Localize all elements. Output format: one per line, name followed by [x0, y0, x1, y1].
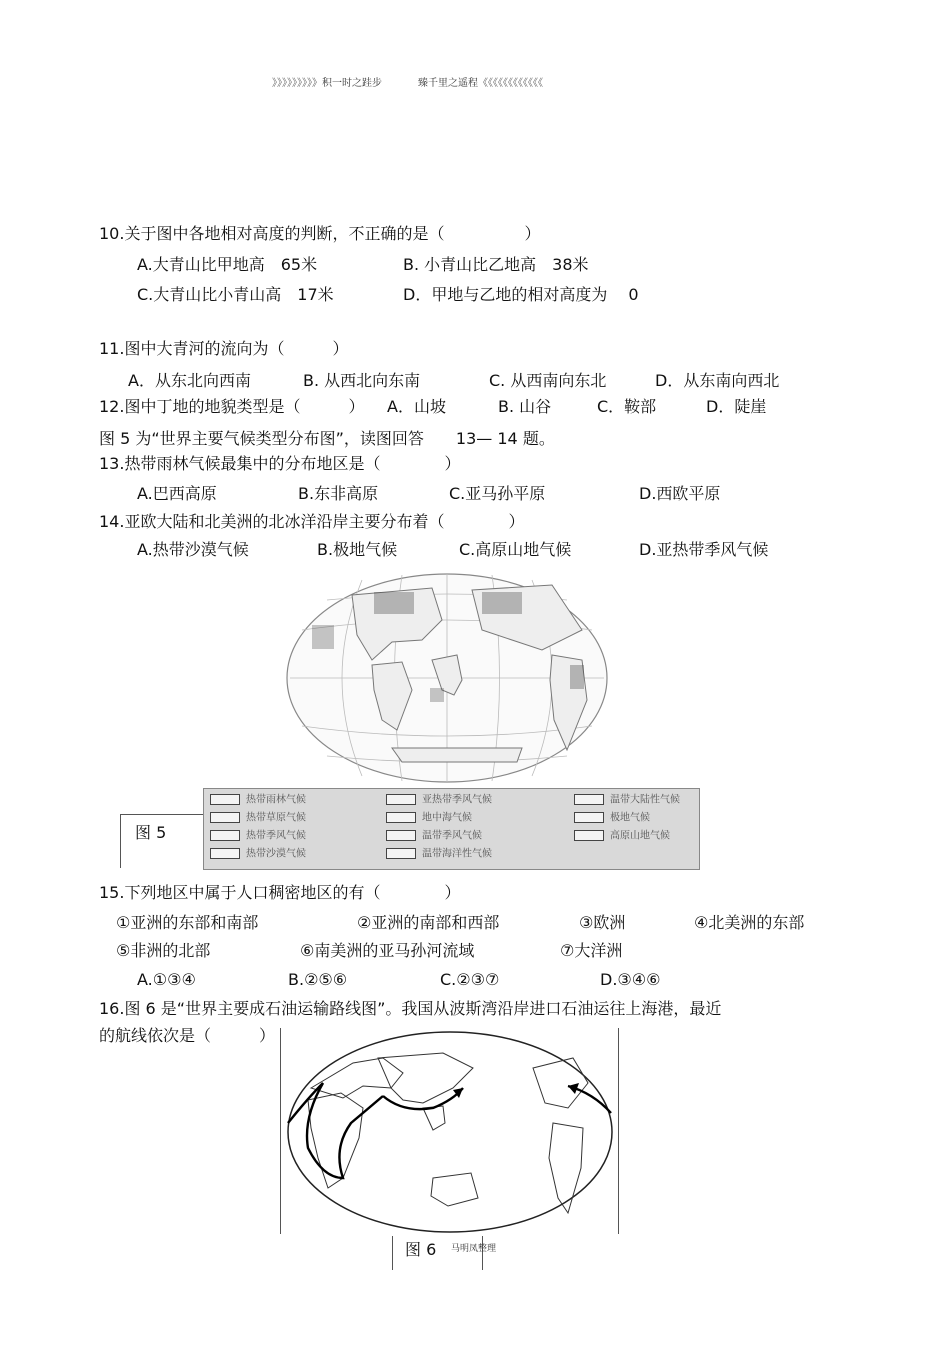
question-14-option-d: D.亚热带季风气候	[639, 540, 769, 559]
page-header	[272, 79, 543, 89]
question-11-option-d: D．从东南向西北	[655, 371, 780, 390]
header-right: 臻千里之遥程《《《《《《《《《《《《	[418, 78, 543, 89]
question-15-stem: 15.下列地区中属于人口稠密地区的有（ ）	[99, 883, 461, 902]
question-15-option-a: A.①③④	[137, 970, 196, 989]
legend-swatch	[210, 812, 240, 823]
legend-swatch	[386, 830, 416, 841]
question-11-stem: 11.图中大青河的流向为（ ）	[99, 339, 349, 358]
legend-item: 热带季风气候	[210, 830, 306, 842]
legend-swatch	[210, 794, 240, 805]
question-16-stem-line-1: 16.图 6 是“世界主要成石油运输路线图”。我国从波斯湾沿岸进口石油运往上海港，最近	[99, 999, 722, 1018]
legend-swatch	[386, 812, 416, 823]
legend-item: 温带海洋性气候	[386, 848, 492, 860]
question-10-option-c: C.大青山比小青山高 17米	[137, 285, 334, 304]
legend-swatch	[386, 848, 416, 859]
question-10-stem: 10.关于图中各地相对高度的判断，不正确的是（ ）	[99, 224, 541, 243]
figure-5-climate-map	[282, 570, 612, 786]
question-13-option-b: B.东非高原	[298, 484, 379, 503]
figure-5-label: 图 5	[135, 823, 167, 842]
question-15-item-5: ⑤非洲的北部	[116, 941, 211, 960]
legend-item: 温带季风气候	[386, 830, 482, 842]
legend-item: 亚热带季风气候	[386, 794, 492, 806]
question-13-stem: 13.热带雨林气候最集中的分布地区是（ ）	[99, 454, 461, 473]
legend-swatch	[210, 848, 240, 859]
question-14-option-b: B.极地气候	[317, 540, 398, 559]
question-10-option-d: D．甲地与乙地的相对高度为 0	[403, 285, 639, 304]
figure-6-label: 图 6	[405, 1240, 437, 1259]
question-14-stem: 14.亚欧大陆和北美洲的北冰洋沿岸主要分布着（ ）	[99, 512, 525, 531]
legend-item: 热带草原气候	[210, 812, 306, 824]
question-11-option-b: B. 从西北向东南	[303, 371, 421, 390]
header-left: 》》》》》》》》》积一时之跬步	[272, 78, 382, 89]
question-15-item-6: ⑥南美洲的亚马孙河流域	[300, 941, 475, 960]
legend-item: 高原山地气候	[574, 830, 670, 842]
question-11-option-a: A．从东北向西南	[128, 371, 251, 390]
question-12-option-a: A．山坡	[387, 397, 446, 416]
question-12-stem: 12.图中丁地的地貌类型是（ ）	[99, 397, 365, 416]
question-15-item-7: ⑦大洋洲	[560, 941, 623, 960]
question-12-option-d: D．陡崖	[706, 397, 767, 416]
figure-5-legend	[203, 788, 700, 870]
question-12-option-b: B. 山谷	[498, 397, 552, 416]
figure-5-intro: 图 5 为“世界主要气候类型分布图”，读图回答 13— 14 题。	[99, 429, 555, 448]
question-15-option-d: D.③④⑥	[600, 970, 661, 989]
question-15-option-c: C.②③⑦	[440, 970, 500, 989]
question-13-option-d: D.西欧平原	[639, 484, 721, 503]
legend-swatch	[574, 830, 604, 841]
legend-item: 热带雨林气候	[210, 794, 306, 806]
question-14-option-a: A.热带沙漠气候	[137, 540, 249, 559]
legend-item: 温带大陆性气候	[574, 794, 680, 806]
question-13-option-c: C.亚马孙平原	[449, 484, 546, 503]
legend-item: 地中海气候	[386, 812, 472, 824]
question-15-item-3: ③欧洲	[579, 913, 626, 932]
question-15-item-4: ④北美洲的东部	[694, 913, 805, 932]
legend-item: 热带沙漠气候	[210, 848, 306, 860]
legend-item: 极地气候	[574, 812, 650, 824]
question-14-option-c: C.高原山地气候	[459, 540, 572, 559]
question-10-option-a: A.大青山比甲地高 65米	[137, 255, 318, 274]
question-10-option-b: B. 小青山比乙地高 38米	[403, 255, 589, 274]
question-12-option-c: C．鞍部	[597, 397, 657, 416]
question-11-option-c: C. 从西南向东北	[489, 371, 607, 390]
question-15-item-2: ②亚洲的南部和西部	[357, 913, 500, 932]
legend-swatch	[574, 794, 604, 805]
legend-swatch	[386, 794, 416, 805]
question-15-item-1: ①亚洲的东部和南部	[116, 913, 259, 932]
legend-swatch	[210, 830, 240, 841]
question-13-option-a: A.巴西高原	[137, 484, 217, 503]
question-16-stem-line-2: 的航线依次是（ ）	[99, 1026, 276, 1045]
question-15-option-b: B.②⑤⑥	[288, 970, 348, 989]
figure-6-note: 马明凤整理	[451, 1244, 497, 1254]
legend-swatch	[574, 812, 604, 823]
figure-6-oil-route-map	[283, 1028, 618, 1236]
